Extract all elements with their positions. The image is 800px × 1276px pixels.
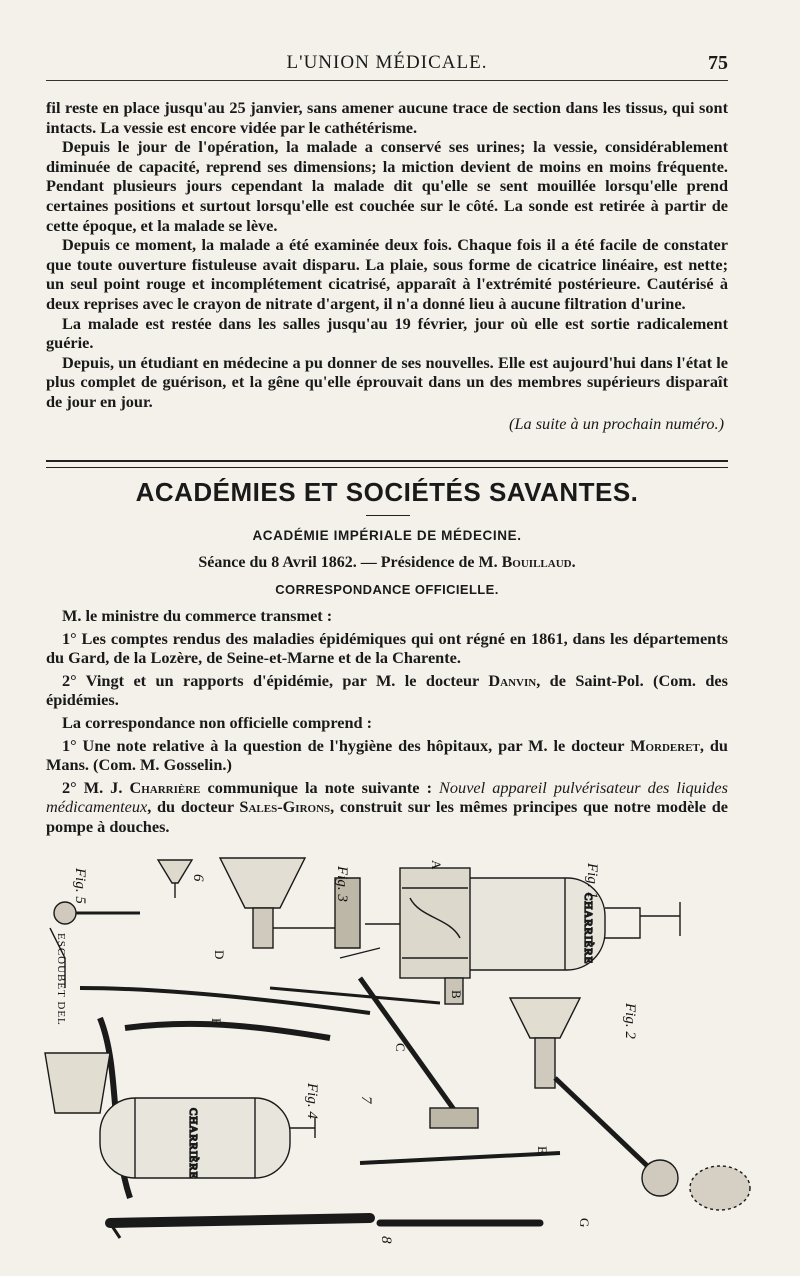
paragraph: 1° Les comptes rendus des maladies épidémiques qui ont régné en 1861, dans les départements du Gard, de la Lozère, de Seine-et-Marne et de la Charente. (46, 628, 728, 668)
bottle-maker-label-lower: CHARRIÈRE (187, 1108, 199, 1180)
text-run: , construit sur les mêmes principes que notre modèle de pompe à douches. (46, 797, 728, 836)
label-C: C (393, 1043, 408, 1052)
apparatus-engraving (40, 838, 760, 1268)
label-fig4: Fig. 4 (304, 1083, 320, 1119)
paragraph: M. le ministre du commerce transmet : (62, 606, 333, 625)
paragraph: La correspondance non officielle comprend : (62, 712, 373, 732)
paragraph: La malade est restée dans les salles jusqu'au 19 février, jour où elle est sortie radicalement guérie. (46, 313, 728, 353)
author-name: Danvin (488, 670, 537, 690)
paragraph (46, 778, 728, 837)
funnel-fig6 (158, 860, 192, 898)
paragraph: Depuis ce moment, la malade a été examinée deux fois. Chaque fois il a été facile de constater que toute ouverture fistuleuse avait disparu. La plaie, sous forme de cicatrice linéaire, est nette; un seul point rouge et incomplétement cicatrisé, apparaît à l'extrémité postérieure. Cautérisé à deux reprises avec le crayon de nitrate d'argent, il n'a donné lieu à aucune filtration d'urine. (46, 235, 728, 313)
running-head (46, 48, 728, 81)
subsection-heading: ACADÉMIE IMPÉRIALE DE MÉDECINE. (252, 528, 522, 543)
label-fig3: Fig. 3 (334, 866, 350, 902)
heading-rule (366, 515, 410, 516)
session-suffix: . (571, 554, 576, 571)
continued-note: (La suite à un prochain numéro.) (509, 413, 724, 433)
label-fig7: 7 (358, 1096, 374, 1104)
label-A: A (429, 860, 444, 870)
paragraph (46, 671, 728, 710)
bottle-maker-label: CHARRIÈRE (582, 893, 594, 965)
session-line (46, 554, 728, 572)
text-run: , de Saint-Pol. (Com. des épidémies. (46, 670, 728, 710)
label-B: B (449, 990, 464, 999)
engraver-signature: ESCOUBET DEL (55, 933, 67, 1026)
text-run: communique la note suivante : (200, 777, 440, 797)
label-D: D (212, 950, 227, 960)
label-fig5: Fig. 5 (72, 868, 88, 904)
page-number: 75 (708, 52, 728, 74)
bottle-fig8 (45, 1053, 315, 1179)
paragraph: fil reste en place jusqu'au 25 janvier, sans amener aucune trace de section dans les tissus, qui sont intacts. La vessie est encore vidée par le cathétérisme. (46, 98, 728, 137)
case-report-text (46, 98, 728, 433)
label-E: E (535, 1146, 550, 1154)
correspondence-text (46, 606, 728, 840)
paragraph: Depuis le jour de l'opération, la malade a conservé ses urines; la vessie, considérablement diminuée de capacité, reprend ses dimensions; la miction devient de moins en moins fréquente. Pendant plusieurs jours cependant la malade dit qu'elle se sent mouillée lorsqu'elle prend certaines positions et surtout lorsqu'elle est couchée sur le côté. La sonde est retirée à partir de cette époque, et la malade se lève. (46, 137, 728, 235)
author-name: Charrière (129, 777, 201, 797)
text-run: 1° Une note relative à la question de l'hygiène des hôpitaux, par M. le docteur (62, 735, 631, 755)
text-run: 2° M. J. (62, 777, 130, 797)
text-run: 2° Vingt et un rapports d'épidémie, par M. le docteur (62, 670, 489, 690)
sprayer-lower-right (360, 998, 750, 1210)
paragraph (46, 736, 728, 775)
correspondence-heading: CORRESPONDANCE OFFICIELLE. (275, 582, 499, 597)
session-prefix: Séance du 8 Avril 1862. — Présidence de M. (198, 554, 502, 571)
bottom-rods (110, 1218, 540, 1238)
case-fig2 (400, 868, 470, 1004)
journal-title: L'UNION MÉDICALE. (286, 52, 488, 73)
section-divider (46, 460, 728, 468)
label-fig6: 6 (190, 874, 206, 882)
label-G: G (577, 1218, 592, 1228)
section-heading: ACADÉMIES ET SOCIÉTÉS SAVANTES. (135, 477, 639, 507)
author-name: Morderet (630, 735, 700, 755)
device-title: Nouvel appareil pulvérisateur des liquides médicamenteux (46, 777, 728, 817)
label-F: F (209, 1018, 224, 1026)
label-fig2: Fig. 2 (622, 1003, 638, 1039)
author-name: Sales-Girons (239, 797, 331, 817)
text-run: , du Mans. (Com. M. Gosselin.) (46, 735, 728, 775)
president-name: Bouillaud (501, 554, 572, 571)
paragraph: Depuis, un étudiant en médecine a pu donner de ses nouvelles. Elle est aujourd'hui dans l'état le plus complet de guérison, et la gêne qu'elle éprouvait dans un des membres supérieurs disparaît de jour en jour. (46, 352, 728, 411)
label-fig8: 8 (378, 1236, 394, 1244)
label-fig1: Fig. 1 (584, 863, 600, 899)
text-run: , du docteur (147, 797, 240, 817)
